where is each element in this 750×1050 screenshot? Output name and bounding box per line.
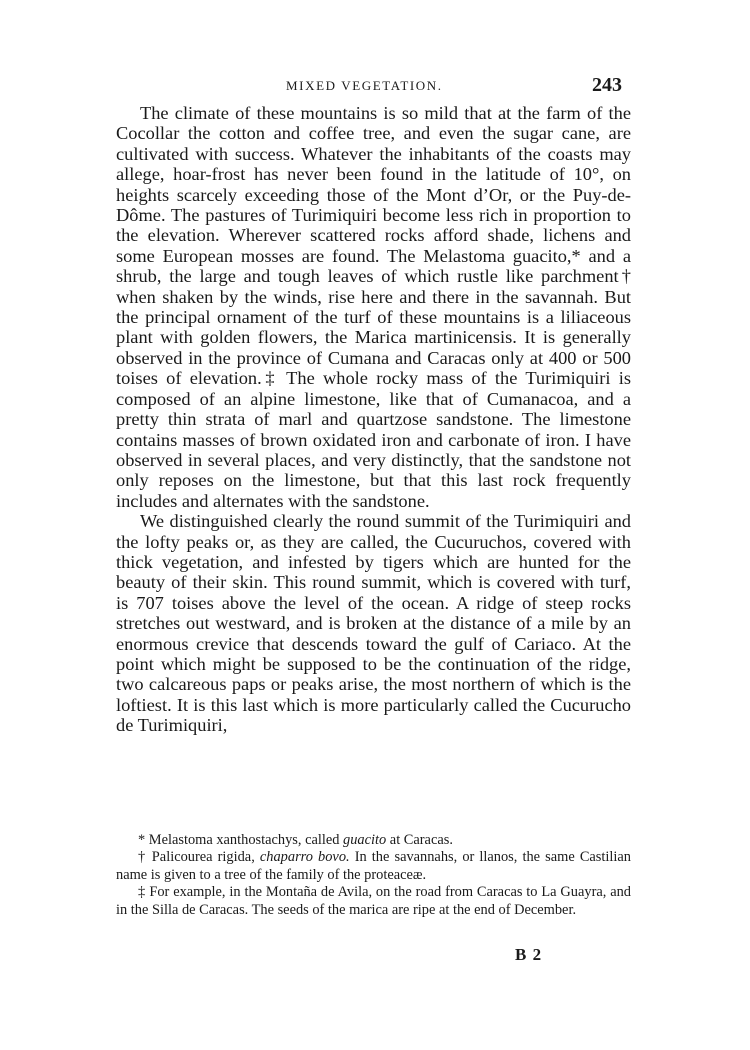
body-text: [116, 103, 631, 736]
footnote-1: [116, 832, 631, 849]
footnote-text: In the savannahs, or llanos, the same Castilian name is given to a tree of the family of the proteaceæ.: [116, 849, 631, 883]
footnote-3: [116, 884, 631, 919]
footnote-italic: chaparro bovo.: [259, 849, 350, 866]
footnote-marker: †: [138, 849, 147, 866]
paragraph-2: We distinguished clearly the round summit of the Turimiquiri and the lofty peaks or, as they are called, the Cucuruchos, covered with thick vegetation, and infested by tigers which are hunted for the beauty of their skin. This round summit, which is covered with turf, is 707 toises above the level of the ocean. A ridge of steep rocks stretches out westward, and is broken at the distance of a mile by an enormous crevice that descends toward the gulf of Cariaco. At the point which might be supposed to be the continuation of the ridge, two calcareous paps or peaks arise, the most northern of which is the loftiest. It is this last which is more particularly called the Cucurucho de Turimiquiri,: [116, 511, 631, 736]
footnote-text: For example, in the Montaña de Avila, on the road from Caracas to La Guayra, and in the Silla de Caracas. The seeds of the marica are ripe at the end of December.: [116, 884, 631, 918]
footnote-marker: *: [138, 832, 146, 848]
footnotes: [116, 832, 631, 919]
running-head: MIXED VEGETATION.: [286, 78, 443, 93]
paragraph-1: The climate of these mountains is so mild that at the farm of the Cocollar the cotton and coffee tree, and even the sugar cane, are cultivated with success. Whatever the inhabitants of the coasts may allege, hoar-frost has never been found in the latitude of 10°, on heights scarcely exceeding those of the Mont d’Or, or the Puy-de-Dôme. The pastures of Turimiquiri become less rich in proportion to the elevation. Wherever scattered rocks afford shade, lichens and some European mosses are found. The Melastoma guacito,* and a shrub, the large and tough leaves of which rustle like parchment† when shaken by the winds, rise here and there in the savannah. But the principal ornament of the turf of these mountains is a liliaceous plant with golden flowers, the Marica martinicensis. It is generally observed in the province of Cumana and Caracas only at 400 or 500 toises of elevation.‡ The whole rocky mass of the Turimiquiri is composed of an alpine limestone, like that of Cumanacoa, and a pretty thin strata of marl and quartzose sandstone. The limestone contains masses of brown oxidated iron and carbonate of iron. I have observed in several places, and very distinctly, that the sandstone not only reposes on the limestone, but that this last rock frequently includes and alternates with the sandstone.: [116, 103, 631, 511]
footnote-marker: ‡: [138, 884, 146, 901]
footnote-text: Melastoma xanthostachys, called: [145, 832, 344, 848]
signature-mark: B 2: [515, 945, 543, 964]
page-number: 243: [592, 74, 622, 96]
footnote-2: [116, 849, 631, 884]
footnote-text: at Caracas.: [386, 832, 453, 848]
footnote-text: Palicourea rigida,: [146, 849, 260, 866]
footnote-italic: guacito: [343, 832, 387, 848]
